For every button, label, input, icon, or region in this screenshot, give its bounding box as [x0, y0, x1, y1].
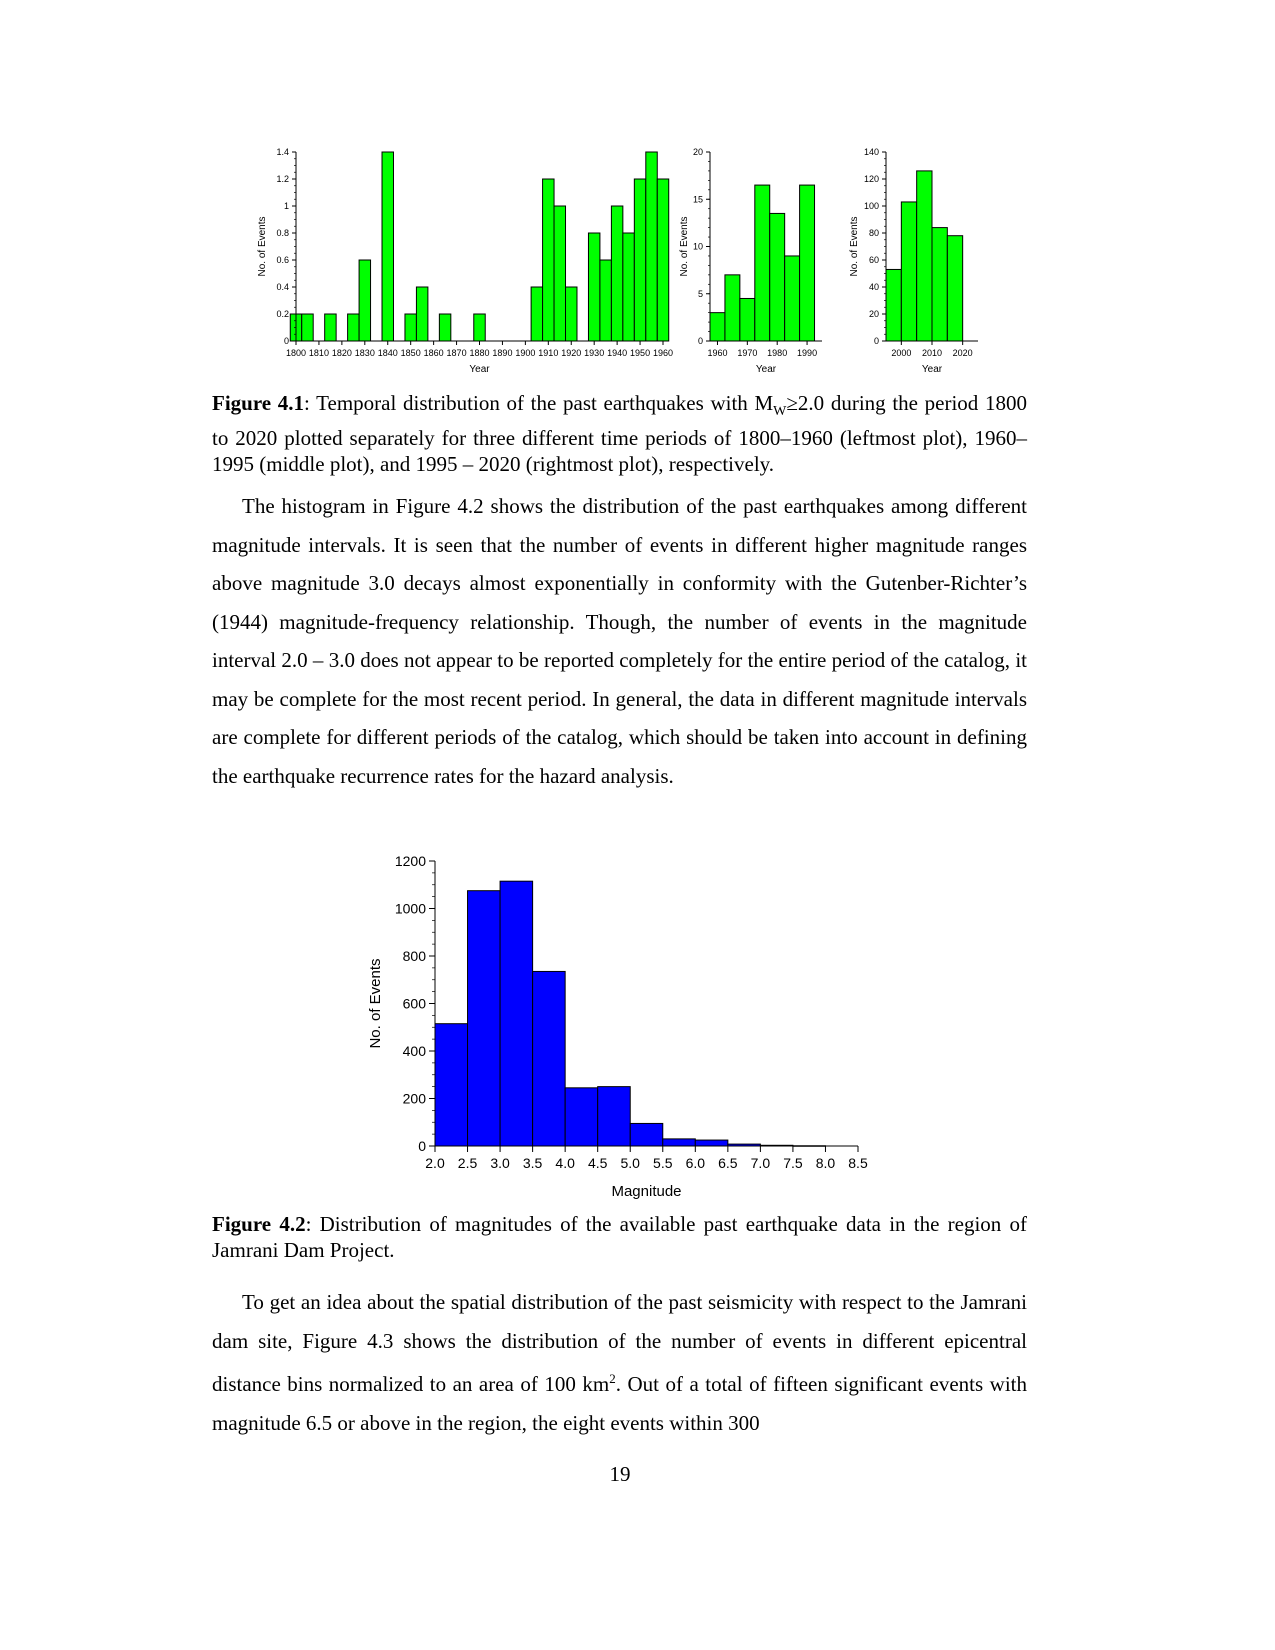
bar — [500, 881, 533, 1146]
x-tick-label: 4.5 — [587, 1155, 608, 1171]
y-axis-label: No. of Events — [257, 216, 268, 277]
x-tick-label: 5.5 — [653, 1155, 673, 1171]
y-axis-label: No. of Events — [849, 216, 860, 277]
y-tick-label: 1.4 — [276, 147, 289, 158]
y-tick-label: 100 — [863, 201, 879, 212]
figure-4-1-caption-text-1: : Temporal distribution of the past earthquakes with M — [304, 391, 774, 415]
y-tick-label: 15 — [692, 194, 703, 205]
figure-4-2-caption — [212, 1211, 1027, 1263]
y-tick-label: 0.6 — [276, 255, 289, 266]
bar — [630, 1123, 663, 1146]
y-tick-label: 1 — [283, 201, 289, 212]
figure-4-1-caption-text-2: ≥2.0 during the period 1800 to 2020 plotted separately for three different time periods of 1800–1960 (leftmost plot), 1960–1995 (middle plot), and 1995 – 2020 (rightmost plot), respectively. — [212, 391, 1027, 477]
figure-4-1-label: Figure 4.1 — [212, 391, 305, 415]
bar — [695, 1140, 728, 1146]
x-tick-label: 1960 — [652, 348, 674, 358]
x-tick-label: 1870 — [446, 348, 467, 358]
x-axis-label: Year — [469, 364, 490, 375]
x-tick-label: 8.5 — [848, 1155, 868, 1171]
y-tick-label: 140 — [863, 147, 879, 158]
bar — [565, 1088, 598, 1146]
body-paragraph-1: The histogram in Figure 4.2 shows the distribution of the past earthquakes among different magnitude intervals. It is seen that the number of events in different higher magnitude ranges above magnitude 3.0 decays almost exponentially in conformity with the Gutenber-Richter’s (1944) magnitude-frequency relationship. Though, the number of events in the magnitude interval 2.0 – 3.0 does not appear to be reported completely for the entire period of the catalog, it may be complete for the most recent period. In general, the data in different magnitude intervals are complete for different periods of the catalog, which should be taken into account in defining the earthquake recurrence rates for the hazard analysis. — [212, 494, 1027, 788]
x-tick-label: 3.0 — [490, 1155, 510, 1171]
x-tick-label: 1910 — [538, 348, 559, 358]
figure-4-2-label: Figure 4.2 — [212, 1212, 306, 1236]
x-tick-label: 1980 — [767, 348, 788, 358]
x-tick-label: 4.0 — [555, 1155, 575, 1171]
x-tick-label: 7.0 — [750, 1155, 771, 1171]
km-squared-superscript: 2 — [609, 1371, 616, 1386]
x-tick-label: 2010 — [921, 348, 943, 358]
bar — [533, 971, 566, 1146]
x-tick-label: 1920 — [561, 348, 582, 358]
y-tick-label: 40 — [868, 282, 879, 293]
x-axis-label: Year — [921, 364, 943, 375]
x-tick-label: 6.0 — [685, 1155, 706, 1171]
y-tick-label: 0.4 — [276, 282, 289, 293]
x-tick-label: 1800 — [285, 348, 307, 358]
bar — [435, 1024, 468, 1146]
y-tick-label: 400 — [402, 1042, 426, 1059]
y-tick-label: 800 — [402, 947, 426, 964]
x-tick-label: 1830 — [354, 348, 375, 358]
y-tick-label: 1200 — [394, 852, 426, 869]
y-tick-label: 0.2 — [276, 309, 289, 320]
y-tick-label: 80 — [868, 228, 879, 239]
body-paragraph-2-text-2: . Out of a total of fifteen significant events with magnitude 6.5 or above in the region, the eight events within 300 — [212, 1372, 1027, 1435]
y-tick-label: 1000 — [394, 900, 426, 917]
y-tick-label: 60 — [868, 255, 879, 266]
bar — [663, 1139, 696, 1146]
x-tick-label: 1960 — [707, 348, 728, 358]
figure-4-2-caption-text: : Distribution of magnitudes of the available past earthquake data in the region of Jamrani Dam Project. — [212, 1212, 1027, 1262]
y-tick-label: 10 — [692, 241, 703, 252]
x-tick-label: 1940 — [607, 348, 628, 358]
y-tick-label: 0 — [697, 336, 703, 347]
x-axis-label: Year — [755, 364, 777, 375]
x-tick-label: 2000 — [891, 348, 912, 358]
x-tick-label: 2020 — [952, 348, 973, 358]
x-tick-label: 1850 — [400, 348, 421, 358]
x-tick-label: 1950 — [630, 348, 651, 358]
x-tick-label: 6.5 — [718, 1155, 738, 1171]
x-tick-label: 1860 — [423, 348, 444, 358]
y-tick-label: 0 — [283, 336, 289, 347]
x-tick-label: 1900 — [515, 348, 536, 358]
y-axis-label: No. of Events — [679, 216, 690, 277]
bar — [468, 891, 501, 1146]
y-tick-label: 20 — [868, 309, 879, 320]
x-tick-label: 1810 — [308, 348, 329, 358]
y-axis-label: No. of Events — [367, 958, 384, 1049]
bar — [598, 1087, 631, 1146]
x-tick-label: 1880 — [469, 348, 490, 358]
x-tick-label: 1970 — [737, 348, 758, 358]
y-tick-label: 600 — [402, 995, 426, 1012]
y-tick-label: 120 — [863, 174, 879, 185]
page-number: 19 — [609, 1462, 631, 1486]
x-tick-label: 1930 — [584, 348, 605, 358]
x-tick-label: 2.0 — [425, 1155, 445, 1171]
x-tick-label: 8.0 — [815, 1155, 836, 1171]
y-tick-label: 1.2 — [276, 174, 289, 185]
x-tick-label: 2.5 — [457, 1155, 478, 1171]
body-paragraph-2-text-1: To get an idea about the spatial distribution of the past seismicity with respect to the Jamrani dam site, Figure 4.3 shows the distribution of the number of events in different epicentral distance bins normalized to an area of 100 km — [212, 1290, 1027, 1396]
x-tick-label: 1890 — [492, 348, 513, 358]
body-paragraph-2 — [212, 1283, 1027, 1442]
y-tick-label: 20 — [692, 147, 703, 158]
x-tick-label: 7.5 — [783, 1155, 803, 1171]
y-tick-label: 0 — [418, 1137, 426, 1154]
x-tick-label: 5.0 — [620, 1155, 640, 1171]
figure-4-1-caption-subscript: W — [773, 404, 787, 420]
y-tick-label: 0.8 — [276, 228, 289, 239]
x-tick-label: 3.5 — [522, 1155, 543, 1171]
x-tick-label: 1840 — [377, 348, 398, 358]
x-tick-label: 1990 — [797, 348, 818, 358]
x-tick-label: 1820 — [331, 348, 352, 358]
y-tick-label: 0 — [873, 336, 879, 347]
y-tick-label: 5 — [697, 288, 703, 299]
y-tick-label: 200 — [402, 1090, 426, 1107]
x-axis-label: Magnitude — [611, 1183, 682, 1200]
